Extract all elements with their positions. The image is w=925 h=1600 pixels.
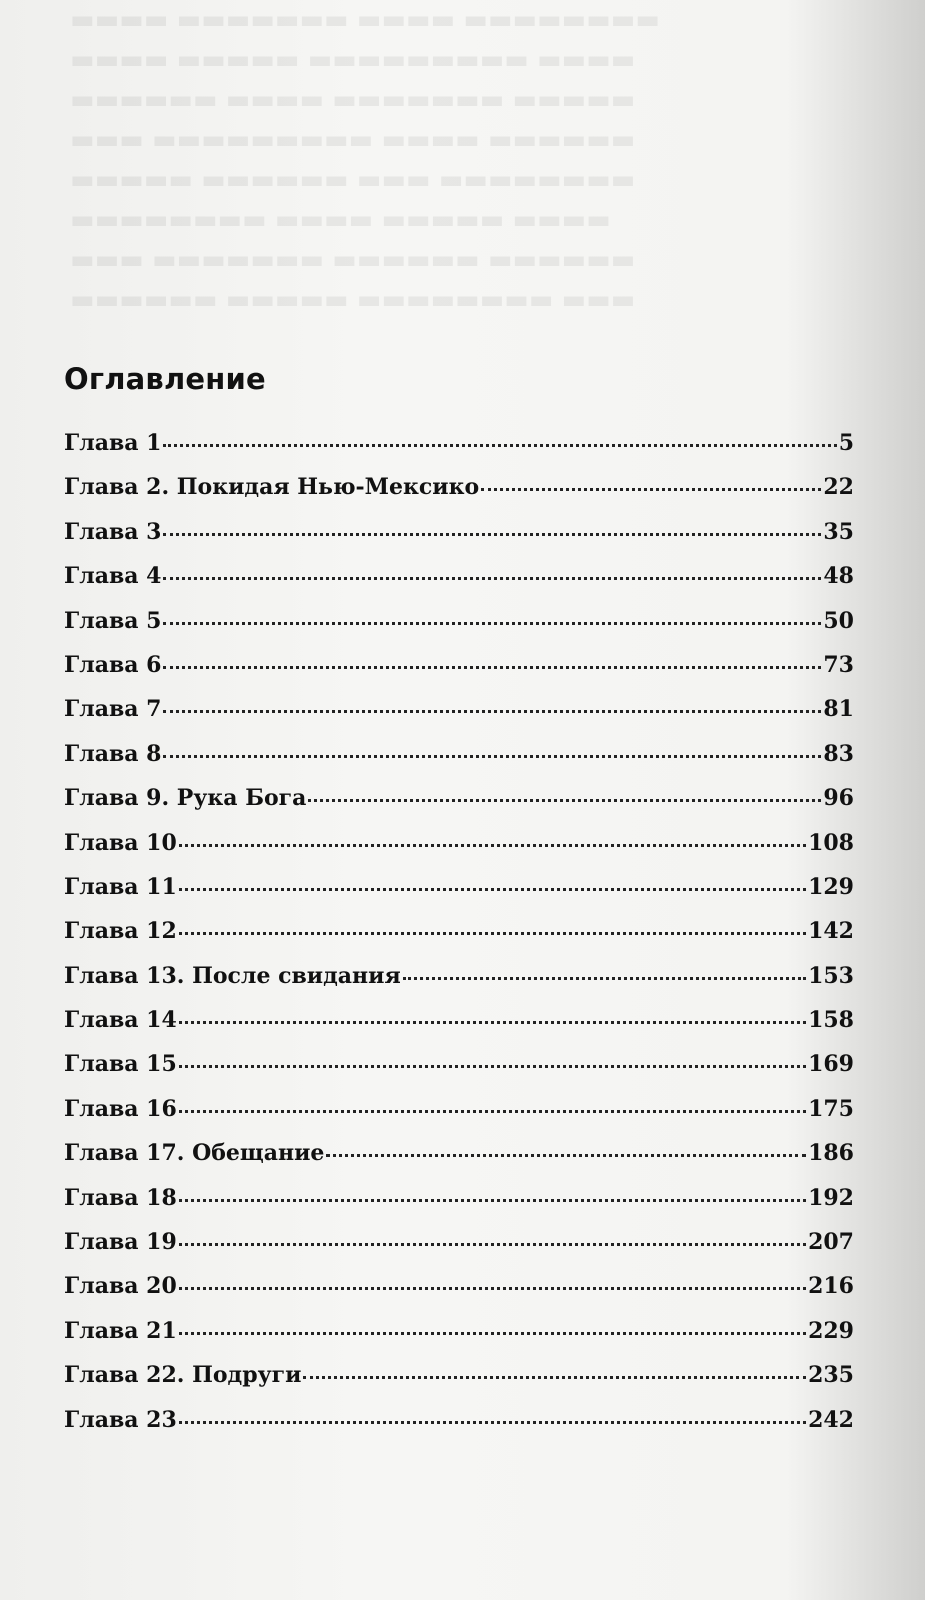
toc-entry-title: Глава 21 — [64, 1317, 177, 1344]
toc-entry-title: Глава 5 — [64, 607, 162, 634]
toc-entry-page-number: 158 — [808, 1007, 854, 1034]
toc-entry-page-number: 207 — [808, 1229, 854, 1256]
dot-leader — [163, 533, 821, 536]
toc-entry-page-number: 81 — [823, 696, 854, 723]
toc-entry-page-number: 229 — [808, 1317, 854, 1344]
toc-entry-page-number: 5 — [838, 430, 854, 456]
toc-entry-page-number: 129 — [808, 873, 854, 900]
toc-entry-page-number: 242 — [808, 1406, 854, 1433]
dot-leader — [303, 1376, 806, 1379]
toc-entry[interactable] — [64, 474, 854, 518]
toc-entry-title: Глава 7 — [64, 696, 162, 723]
toc-entry[interactable] — [64, 608, 854, 652]
toc-entry[interactable] — [64, 1185, 854, 1229]
toc-entry-title: Глава 12 — [64, 918, 177, 945]
toc-entry-page-number: 83 — [823, 740, 854, 767]
toc-entry-title: Глава 3 — [64, 518, 162, 545]
toc-entry[interactable] — [64, 696, 854, 740]
toc-entry[interactable] — [64, 1051, 854, 1095]
dot-leader — [179, 1421, 806, 1424]
toc-entry-page-number: 96 — [823, 785, 854, 812]
toc-entry[interactable] — [64, 1318, 854, 1362]
dot-leader — [326, 1154, 806, 1157]
toc-entry-page-number: 48 — [823, 563, 854, 590]
toc-entry[interactable] — [64, 1407, 854, 1451]
toc-entry-title: Глава 17. Обещание — [64, 1140, 325, 1167]
toc-entry[interactable] — [64, 1362, 854, 1406]
dot-leader — [179, 1243, 806, 1246]
dot-leader — [481, 488, 821, 491]
toc-entry-title: Глава 22. Подруги — [64, 1362, 302, 1389]
toc-entry-title: Глава 23 — [64, 1406, 177, 1433]
toc-entry-title: Глава 15 — [64, 1051, 177, 1078]
dot-leader — [179, 1021, 806, 1024]
toc-entry-page-number: 50 — [823, 607, 854, 634]
dot-leader — [403, 977, 806, 980]
toc-entry-title: Глава 10 — [64, 829, 177, 856]
toc-entry-page-number: 142 — [808, 918, 854, 945]
toc-entry[interactable] — [64, 830, 854, 874]
toc-entry-page-number: 35 — [823, 518, 854, 545]
toc-entry-title: Глава 2. Покидая Нью-Мексико — [64, 474, 480, 501]
toc-entry-title: Глава 16 — [64, 1095, 177, 1122]
toc-entry-title: Глава 4 — [64, 563, 162, 590]
toc-entry-title: Глава 9. Рука Бога — [64, 785, 307, 812]
dot-leader — [163, 666, 821, 669]
toc-entry-page-number: 169 — [808, 1051, 854, 1078]
toc-entry-title: Глава 1 — [64, 430, 162, 456]
toc-heading: Оглавление — [64, 362, 266, 396]
toc-entry[interactable] — [64, 1007, 854, 1051]
toc-entry-title: Глава 13. После свидания — [64, 962, 401, 989]
dot-leader — [179, 1332, 806, 1335]
toc-entry-page-number: 22 — [823, 474, 854, 501]
toc-list — [64, 430, 854, 1451]
toc-entry-page-number: 73 — [823, 651, 854, 678]
bleed-through-text: ▬▬▬▬ ▬▬▬▬▬▬▬ ▬▬▬▬ ▬▬▬▬▬▬▬▬ ▬▬▬▬ ▬▬▬▬▬ ▬▬▬▬▬▬▬▬▬ ▬▬▬▬ ▬▬▬▬▬▬ ▬▬▬▬ ▬▬▬▬▬▬▬ ▬▬▬▬▬ ▬▬▬ ▬▬▬▬▬▬▬▬▬ ▬▬▬▬ ▬▬▬▬▬▬ ▬▬▬▬▬ ▬▬▬▬▬▬ ▬▬▬ ▬▬▬▬▬▬▬▬ ▬▬▬▬▬▬▬▬ ▬▬▬▬ ▬▬▬▬▬ ▬▬▬▬ ▬▬▬ ▬▬▬▬▬▬▬ ▬▬▬▬▬▬ ▬▬▬▬▬▬ ▬▬▬▬▬▬ ▬▬▬▬▬ ▬▬▬▬▬▬▬▬ ▬▬▬ — [70, 5, 660, 315]
toc-entry[interactable] — [64, 1229, 854, 1273]
dot-leader — [179, 1065, 806, 1068]
dot-leader — [179, 844, 806, 847]
toc-entry-page-number: 235 — [808, 1362, 854, 1389]
toc-entry[interactable] — [64, 874, 854, 918]
toc-entry[interactable] — [64, 1273, 854, 1317]
toc-entry[interactable] — [64, 963, 854, 1007]
dot-leader — [179, 888, 806, 891]
dot-leader — [179, 1199, 806, 1202]
toc-entry[interactable] — [64, 652, 854, 696]
toc-entry-title: Глава 18 — [64, 1184, 177, 1211]
toc-entry[interactable] — [64, 430, 854, 474]
toc-entry-title: Глава 11 — [64, 873, 177, 900]
toc-entry-page-number: 153 — [808, 962, 854, 989]
dot-leader — [163, 710, 821, 713]
toc-entry-page-number: 192 — [808, 1184, 854, 1211]
toc-entry[interactable] — [64, 1140, 854, 1184]
dot-leader — [308, 799, 821, 802]
toc-entry-page-number: 216 — [808, 1273, 854, 1300]
toc-entry-title: Глава 14 — [64, 1007, 177, 1034]
toc-entry[interactable] — [64, 1096, 854, 1140]
toc-entry[interactable] — [64, 519, 854, 563]
dot-leader — [179, 932, 806, 935]
toc-entry-title: Глава 20 — [64, 1273, 177, 1300]
dot-leader — [163, 577, 821, 580]
toc-entry-title: Глава 19 — [64, 1229, 177, 1256]
toc-entry[interactable] — [64, 563, 854, 607]
dot-leader — [163, 622, 821, 625]
dot-leader — [163, 444, 836, 447]
toc-entry-page-number: 108 — [808, 829, 854, 856]
toc-entry-page-number: 175 — [808, 1095, 854, 1122]
dot-leader — [163, 755, 821, 758]
toc-entry[interactable] — [64, 785, 854, 829]
toc-entry[interactable] — [64, 918, 854, 962]
toc-entry-title: Глава 6 — [64, 651, 162, 678]
dot-leader — [179, 1287, 806, 1290]
dot-leader — [179, 1110, 806, 1113]
toc-entry[interactable] — [64, 741, 854, 785]
toc-entry-page-number: 186 — [808, 1140, 854, 1167]
toc-entry-title: Глава 8 — [64, 740, 162, 767]
